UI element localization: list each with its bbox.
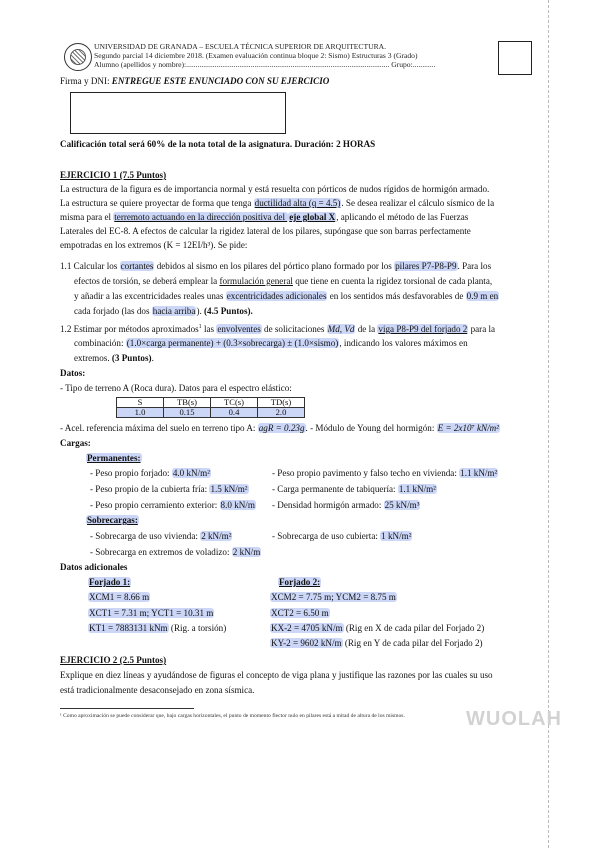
ej2-title: EJERCICIO 2 (2.5 Puntos) xyxy=(60,655,167,665)
header-line-1: UNIVERSIDAD DE GRANADA – ESCUELA TÉCNICA SUPERIOR DE ARQUITECTURA. xyxy=(94,42,387,51)
spec-val-s: 1.0 xyxy=(117,408,164,418)
sobrecarga-voladizo: - Sobrecarga en extremos de voladizo: 2 kN/m xyxy=(90,547,261,557)
firma-line xyxy=(60,76,329,87)
hl-terremoto: terremoto actuando en la dirección positiva del xyxy=(114,212,288,222)
hl-agr: agR = 0.23g xyxy=(258,423,305,433)
spec-val-tc: 0.4 xyxy=(211,408,258,418)
sobrecarga-vivienda: - Sobrecarga de uso vivienda: 2 kN/m² xyxy=(90,531,232,541)
spec-head-s: S xyxy=(117,398,164,408)
datos-title: Datos: xyxy=(60,368,86,378)
firma-instruction: ENTREGUE ESTE ENUNCIADO CON SU EJERCICIO xyxy=(111,76,330,86)
forjado1-title: Forjado 1: xyxy=(89,577,131,587)
hl-envolventes: envolventes xyxy=(217,324,261,335)
ej1-p1: La estructura de la figura es de importancia normal y está resuelta con pórticos de nudos rígidos de hormigón armado. xyxy=(60,184,490,194)
formulacion-general: formulación general xyxy=(219,276,293,286)
item-1-1-line-3: y añadir a las excentricidades reales unas excentricidades adicionales en los sentidos más desfavorables de 0.9 m en xyxy=(74,291,499,301)
carga-tabiqueria: - Carga permanente de tabiquería: 1.1 kN/m² xyxy=(272,484,436,494)
header-line-2: Segundo parcial 14 diciembre 2018. (Examen evaluación continua bloque 2: Sismo) Estructuras 3 (Grado) xyxy=(94,51,418,60)
item-1-1-line-1: 1.1 Calcular los cortantes debidos al sismo en los pilares del pórtico plano formado por los pilares P7-P8-P9. Para los xyxy=(60,261,492,271)
f1-xcm: XCM1 = 8.66 m xyxy=(89,592,150,602)
hl-excentricidades: excentricidades adicionales xyxy=(226,291,327,301)
spec-head-td: TD(s) xyxy=(258,398,305,408)
f1-kt: KT1 = 7883131 kNm xyxy=(89,623,168,633)
hl-young: E = 2x10⁷ kN/m² xyxy=(437,423,499,433)
footnote: ¹ Como aproximación se puede considerar que, bajo cargas horizontales, el punto de momento flector nulo en pilares está a mitad de altura de los mismos. xyxy=(60,713,405,719)
item-1-2-line-1: 1.2 Estimar por métodos aproximados$^1$ las envolventes de solicitaciones Md, Vd de la viga P8-P9 del forjado 2 para la xyxy=(60,324,496,335)
forjado2-title: Forjado 2: xyxy=(279,577,321,587)
hl-combinacion: (1.0×carga permanente) + (0.3×sobrecarga) ± (1.0×sismo) xyxy=(126,338,339,348)
hl-09m: 0.9 m en xyxy=(466,291,499,301)
f2-cm: XCM2 = 7.75 m; YCM2 = 8.75 m xyxy=(271,592,396,602)
carga-cerramiento: - Peso propio cerramiento exterior: 8.0 kN/m xyxy=(90,500,255,510)
firma-box xyxy=(70,92,286,134)
item-1-1-line-2: efectos de torsión, se deberá emplear la formulación general que tiene en cuenta la rigidez torsional de cada planta, xyxy=(74,276,493,286)
hl-cortantes: cortantes xyxy=(120,261,154,271)
firma-label: Firma y DNI: xyxy=(60,76,112,86)
carga-densidad: - Densidad hormigón armado: 25 kN/m³ xyxy=(272,500,420,510)
f1-xct: XCT1 = 7.31 m; YCT1 = 10.31 m xyxy=(89,608,214,618)
perm-title: Permanentes: xyxy=(87,453,141,463)
spectrum-table xyxy=(116,397,305,418)
spec-val-td: 2.0 xyxy=(258,408,305,418)
item-1-2-line-2: combinación: (1.0×carga permanente) + (0.3×sobrecarga) ± (1.0×sismo), indicando los valores máximos en xyxy=(74,338,468,348)
hl-eje-x: eje global X xyxy=(289,212,336,222)
f2-ky-line: KY-2 = 9602 kN/m (Rig en Y de cada pilar del Forjado 2) xyxy=(271,638,483,648)
ej1-p4: Laterales del EC-8. A efectos de calcular la rigidez lateral de los pilares, supóngase que son barras perfectamente xyxy=(60,226,471,236)
hl-hacia-arriba: hacia arriba xyxy=(152,306,196,316)
ej2-line-1: Explique en diez líneas y ayudándose de figuras el concepto de viga plana y justifique las razones por las cuales su uso xyxy=(60,670,493,680)
adicionales-title: Datos adicionales xyxy=(60,562,128,572)
f2-xct: XCT2 = 6.50 m xyxy=(271,608,329,618)
hl-pilares: pilares P7-P8-P9 xyxy=(395,261,457,271)
hl-viga: viga P8-P9 del forjado 2 xyxy=(378,324,468,335)
datos-terreno: - Tipo de terreno A (Roca dura). Datos para el espectro elástico: xyxy=(60,383,292,393)
hl-ductilidad: ductilidad alta (q = 4.5) xyxy=(254,198,341,208)
f2-ky: KY-2 = 9602 kN/m xyxy=(271,638,342,648)
university-seal xyxy=(64,43,92,71)
cargas-title: Cargas: xyxy=(60,438,91,448)
ej1-p2: La estructura se quiere proyectar de forma que tenga ductilidad alta (q = 4.5). Se desea realizar el cálculo sísmico de la xyxy=(60,198,495,208)
sobrecargas-title: Sobrecargas: xyxy=(87,515,138,525)
carga-cubierta: - Peso propio de la cubierta fría: 1.5 kN/m² xyxy=(90,484,248,494)
ej1-title: EJERCICIO 1 (7.5 Puntos) xyxy=(60,170,167,180)
ej1-p5: empotradas en los extremos (K = 12EI/h³). Se pide: xyxy=(60,240,248,250)
spec-head-tb: TB(s) xyxy=(164,398,211,408)
ej2-line-2: está tradicionalmente desaconsejado en zona sísmica. xyxy=(60,685,255,695)
grade-box xyxy=(498,41,532,75)
spec-head-tc: TC(s) xyxy=(211,398,258,408)
f2-kx-line: KX-2 = 4705 kN/m (Rig en X de cada pilar del Forjado 2) xyxy=(271,623,485,633)
ej1-p3: misma para el terremoto actuando en la dirección positiva del eje global X, aplicando el método de las Fuerzas xyxy=(60,212,469,222)
f1-kt-line: KT1 = 7883131 kNm (Rig. a torsión) xyxy=(89,623,227,633)
item-1-2-line-3: extremos. (3 Puntos). xyxy=(74,353,154,363)
datos-acel-young: - Acel. referencia máxima del suelo en terreno tipo A: agR = 0.23g. - Módulo de Young del hormigón: E = 2x10⁷ kN/m² xyxy=(60,423,499,433)
footnote-rule xyxy=(60,708,194,709)
calificacion: Calificación total será 60% de la nota total de la asignatura. Duración: 2 HORAS xyxy=(60,139,376,149)
item-1-1-line-4: cada forjado (las dos hacia arriba). (4.5 Puntos). xyxy=(74,306,253,316)
hl-md-vd: Md, Vd xyxy=(327,324,355,335)
wuolah-watermark: WUOLAH xyxy=(466,708,562,730)
f2-kx: KX-2 = 4705 kN/m xyxy=(271,623,343,633)
sobrecarga-cubierta: - Sobrecarga de uso cubierta: 1 kN/m² xyxy=(272,531,412,541)
carga-pavimento: - Peso propio pavimento y falso techo en vivienda: 1.1 kN/m² xyxy=(272,468,498,478)
carga-peso-forjado: - Peso propio forjado: 4.0 kN/m² xyxy=(90,468,210,478)
header-line-3: Alumno (apellidos y nombre):........................................................................................................... Grupo:............ xyxy=(94,60,436,69)
spec-val-tb: 0.15 xyxy=(164,408,211,418)
